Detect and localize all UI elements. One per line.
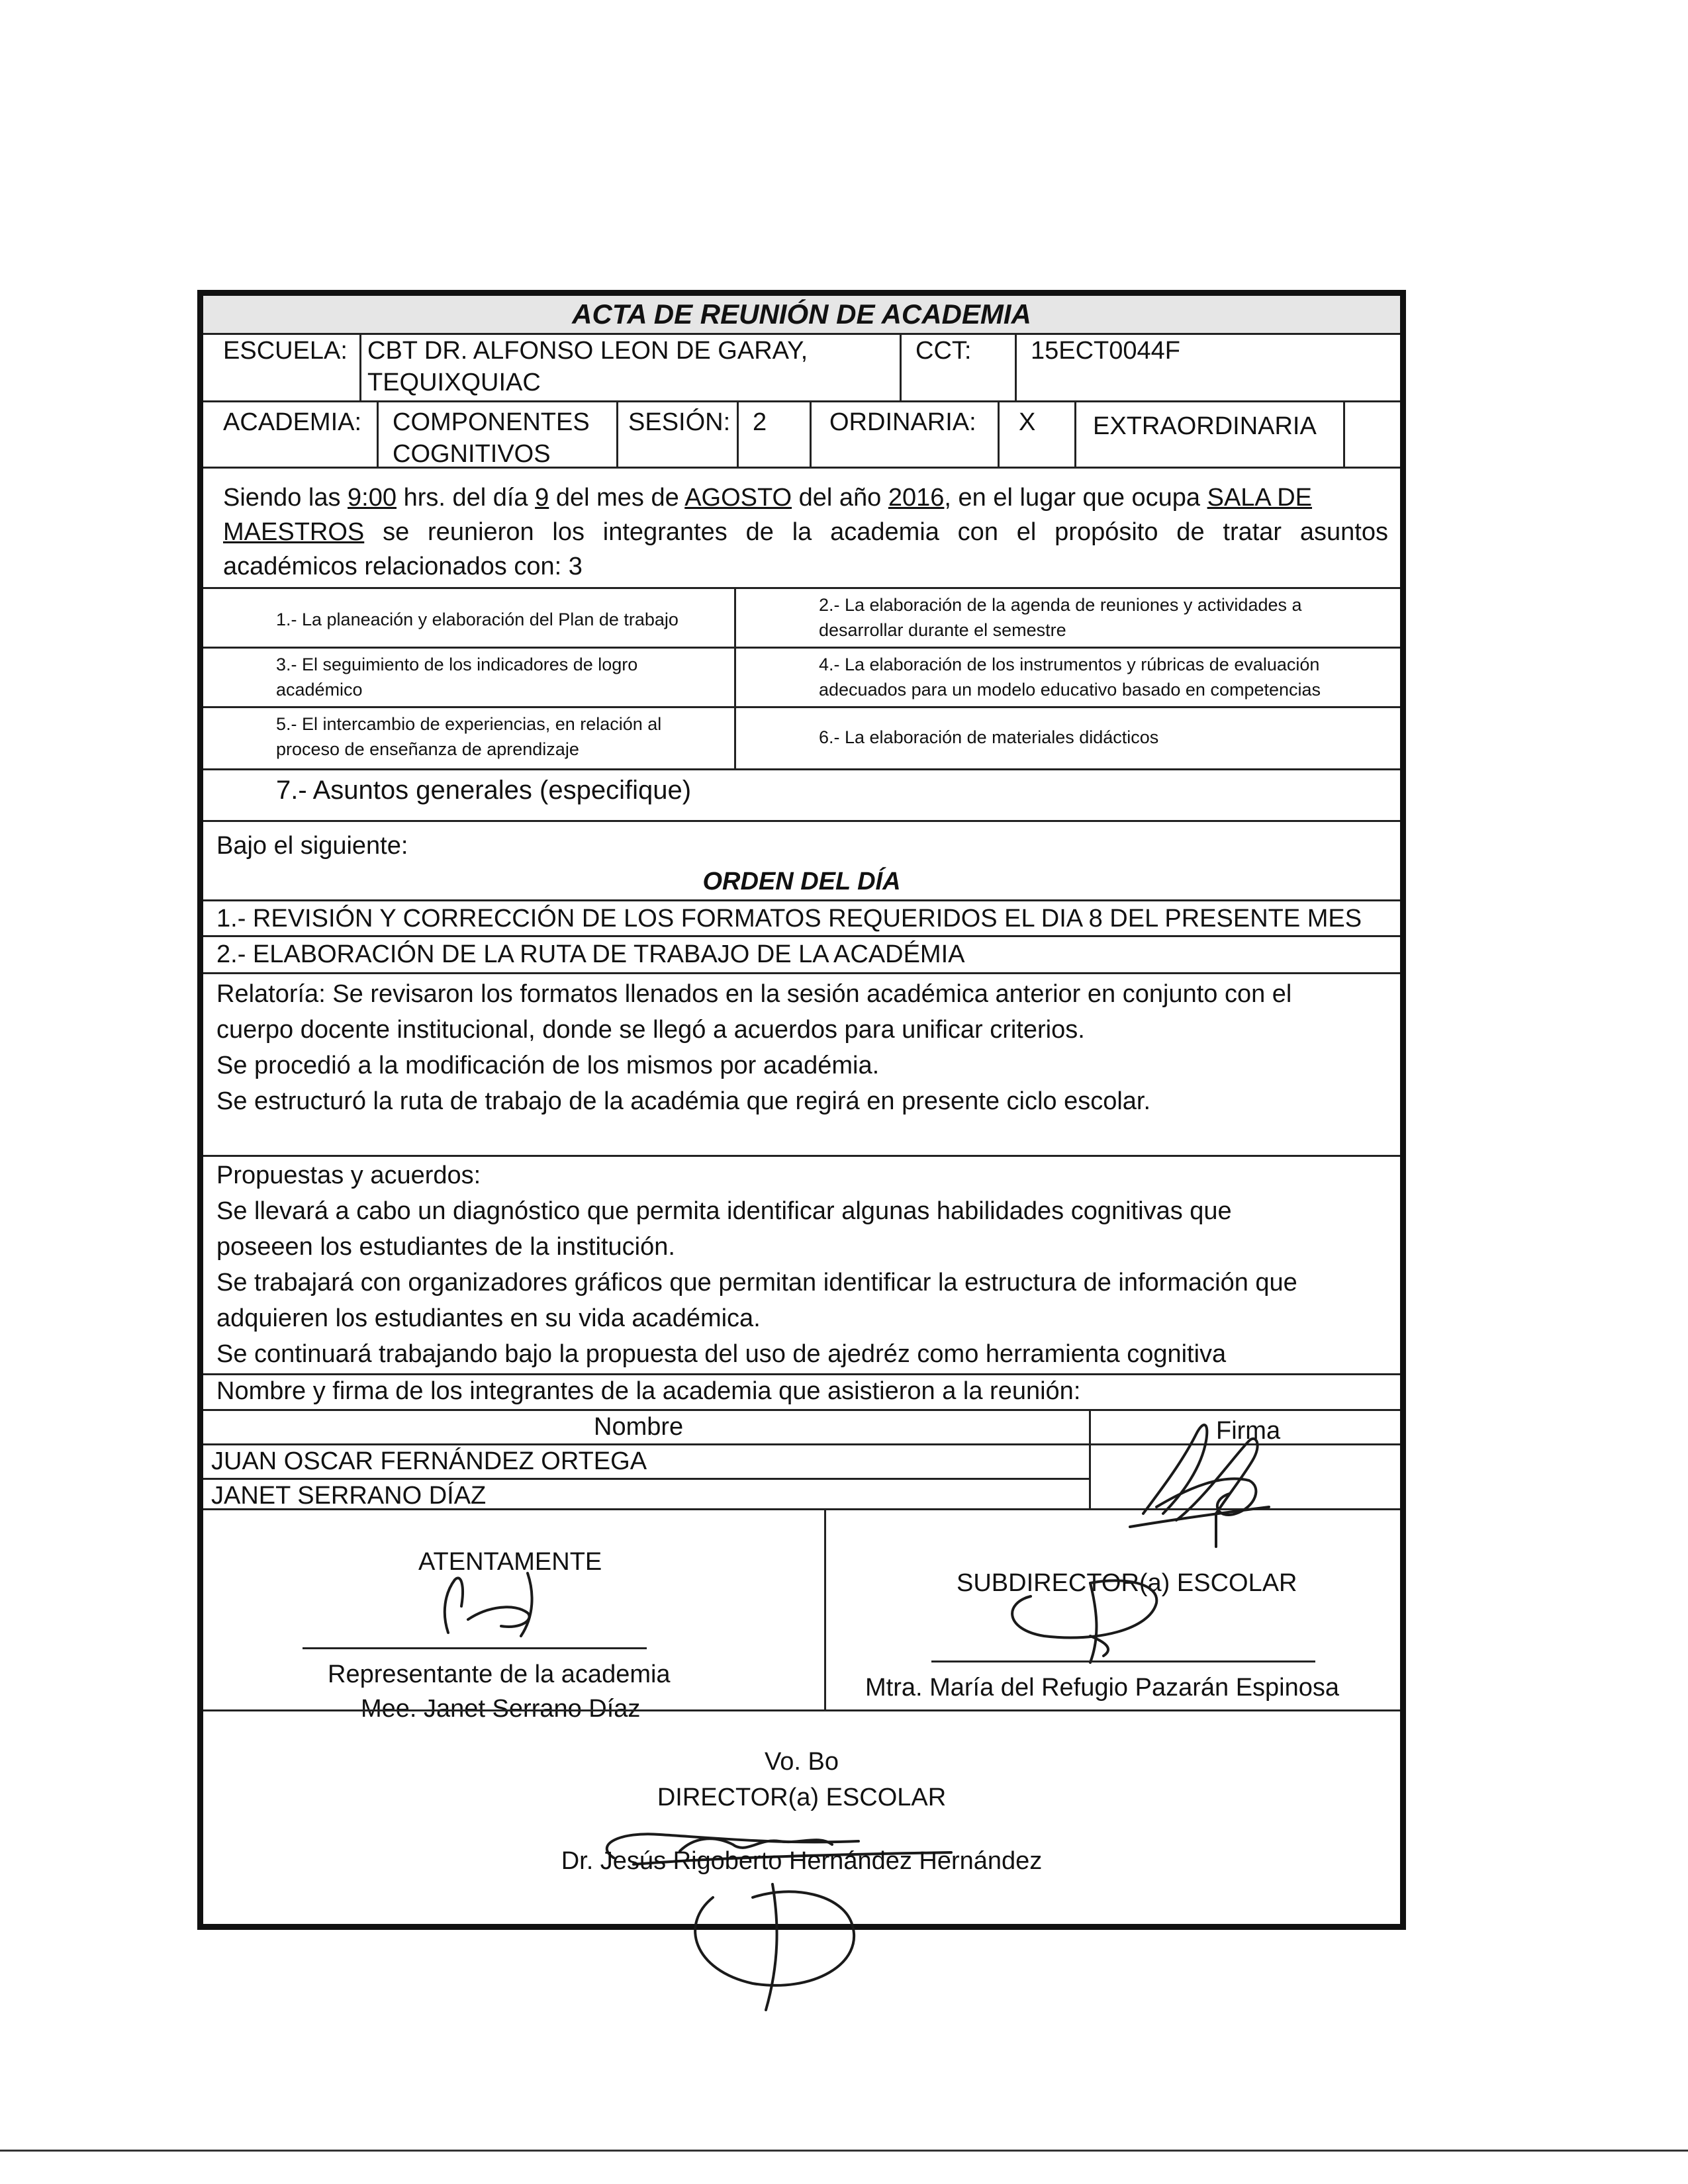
topic-2: 2.- La elaboración de la agenda de reuniones y actividades a desarrollar durante el semestre xyxy=(819,595,1302,640)
sesion-label: SESIÓN: xyxy=(628,408,731,436)
divider xyxy=(900,333,902,400)
propuestas-line-1: Propuestas y acuerdos: xyxy=(216,1161,481,1189)
page-bottom-edge xyxy=(0,2150,1688,2152)
intro-text: hrs. del día xyxy=(403,484,528,512)
intro-line-3: académicos relacionados con: 3 xyxy=(223,553,583,580)
divider xyxy=(810,400,812,467)
intro-line-1 xyxy=(223,481,1388,514)
topic-4: 4.- La elaboración de los instrumentos y rúbricas de evaluación adecuados para un modelo educativo basado en competencias xyxy=(819,655,1321,700)
relatoria-line-1: Relatoría: Se revisaron los formatos llenados en la sesión académica anterior en conjunto con el xyxy=(216,980,1292,1008)
divider xyxy=(203,1409,1400,1411)
academia-value-line2: COGNITIVOS xyxy=(393,440,551,468)
left-name: Mee. Janet Serrano Díaz xyxy=(361,1695,641,1723)
divider xyxy=(998,400,1000,467)
intro-text: Siendo las xyxy=(223,484,341,512)
intro-text: del mes de xyxy=(555,484,679,512)
intro-text: del año xyxy=(798,484,882,512)
divider xyxy=(203,1155,1400,1157)
relatoria-line-2: cuerpo docente institucional, donde se llegó a acuerdos para unificar criterios. xyxy=(216,1016,1085,1044)
propuestas-line-4: Se trabajará con organizadores gráficos que permitan identificar la estructura de información que xyxy=(216,1269,1297,1297)
divider xyxy=(203,820,1400,822)
divider xyxy=(203,899,1400,901)
topic-1: 1.- La planeación y elaboración del Plan de trabajo xyxy=(276,610,679,629)
members-signature xyxy=(1117,1414,1289,1547)
propuestas-line-5: adquieren los estudiantes en su vida académica. xyxy=(216,1304,761,1332)
intro-lugar: MAESTROS xyxy=(223,518,365,546)
relatoria-line-4: Se estructuró la ruta de trabajo de la académia que regirá en presente ciclo escolar. xyxy=(216,1087,1151,1115)
extraordinaria-label: EXTRAORDINARIA xyxy=(1093,412,1317,440)
topic-7: 7.- Asuntos generales (especifique) xyxy=(276,776,692,805)
member-1: JUAN OSCAR FERNÁNDEZ ORTEGA xyxy=(211,1447,647,1475)
divider xyxy=(203,935,1400,937)
divider xyxy=(203,972,1400,974)
intro-hora: 9:00 xyxy=(348,484,397,512)
orden-item-1: 1.- REVISIÓN Y CORRECCIÓN DE LOS FORMATOS REQUERIDOS EL DIA 8 DEL PRESENTE MES xyxy=(216,905,1362,933)
divider xyxy=(203,706,1400,708)
topic-5: 5.- El intercambio de experiencias, en relación al proceso de enseñanza de aprendizaje xyxy=(276,714,662,759)
right-signature xyxy=(991,1557,1203,1676)
divider xyxy=(203,467,1400,469)
academia-label: ACADEMIA: xyxy=(223,408,362,436)
divider xyxy=(1343,400,1345,467)
topic-3: 3.- El seguimiento de los indicadores de logro académico xyxy=(276,655,638,700)
signature-line xyxy=(303,1647,647,1649)
col-nombre: Nombre xyxy=(594,1413,684,1441)
propuestas-line-3: poseeen los estudiantes de la institución. xyxy=(216,1233,675,1261)
director-name: Dr. Jesús Rigoberto Hernández Hernández xyxy=(561,1847,1043,1875)
col-firma: Firma xyxy=(1216,1417,1281,1445)
divider xyxy=(1074,400,1076,467)
left-role: Representante de la academia xyxy=(328,1661,671,1688)
divider xyxy=(734,587,736,768)
form-title: ACTA DE REUNIÓN DE ACADEMIA xyxy=(203,296,1400,333)
propuestas-line-2: Se llevará a cabo un diagnóstico que permita identificar algunas habilidades cognitivas que xyxy=(216,1197,1232,1225)
relatoria-line-3: Se procedió a la modificación de los mismos por académia. xyxy=(216,1052,880,1079)
subdirector-title: SUBDIRECTOR(a) ESCOLAR xyxy=(957,1569,1297,1597)
escuela-value-line1: CBT DR. ALFONSO LEON DE GARAY, xyxy=(367,337,808,365)
intro-anio: 2016 xyxy=(888,484,945,512)
divider xyxy=(203,400,1400,402)
divider xyxy=(1089,1409,1091,1508)
orden-item-2: 2.- ELABORACIÓN DE LA RUTA DE TRABAJO DE LA ACADÉMIA xyxy=(216,940,965,968)
intro-text: se reunieron los integrantes de la academia con el propósito de tratar asuntos xyxy=(383,518,1388,546)
director-role: DIRECTOR(a) ESCOLAR xyxy=(657,1784,947,1811)
vobo: Vo. Bo xyxy=(765,1748,839,1776)
sesion-value: 2 xyxy=(753,408,767,436)
divider xyxy=(824,1508,826,1709)
ordinaria-label: ORDINARIA: xyxy=(829,408,976,436)
divider xyxy=(616,400,618,467)
intro-dia: 9 xyxy=(535,484,549,512)
signature-line xyxy=(931,1661,1315,1662)
academia-value-line1: COMPONENTES xyxy=(393,408,590,436)
left-signature xyxy=(428,1553,561,1646)
ordinaria-value: X xyxy=(1019,408,1036,436)
acta-form xyxy=(197,290,1406,1930)
divider xyxy=(359,333,361,400)
escuela-label: ESCUELA: xyxy=(223,337,348,365)
divider xyxy=(203,1709,1400,1711)
right-name: Mtra. María del Refugio Pazarán Espinosa xyxy=(865,1674,1340,1702)
divider xyxy=(377,400,379,467)
divider xyxy=(737,400,739,467)
escuela-value-line2: TEQUIXQUIAC xyxy=(367,369,541,396)
divider xyxy=(203,587,1400,589)
integrantes-title: Nombre y firma de los integrantes de la academia que asistieron a la reunión: xyxy=(216,1377,1081,1405)
propuestas-line-6: Se continuará trabajando bajo la propuesta del uso de ajedréz como herramienta cognitiva xyxy=(216,1340,1227,1368)
cct-value: 15ECT0044F xyxy=(1031,337,1181,365)
member-2: JANET SERRANO DÍAZ xyxy=(211,1482,487,1510)
divider xyxy=(203,768,1400,770)
orden-del-dia-title: ORDEN DEL DÍA xyxy=(702,868,901,895)
intro-mes: AGOSTO xyxy=(684,484,792,512)
topic-6: 6.- La elaboración de materiales didácticos xyxy=(819,727,1159,747)
bajo-el-siguiente: Bajo el siguiente: xyxy=(216,832,408,860)
intro-lugar: SALA DE xyxy=(1207,484,1313,512)
divider xyxy=(1015,333,1017,400)
atentamente: ATENTAMENTE xyxy=(418,1548,602,1576)
intro-line-2 xyxy=(223,516,1388,549)
cct-label: CCT: xyxy=(915,337,972,365)
divider xyxy=(203,647,1400,649)
intro-text: , en el lugar que ocupa xyxy=(944,484,1201,512)
